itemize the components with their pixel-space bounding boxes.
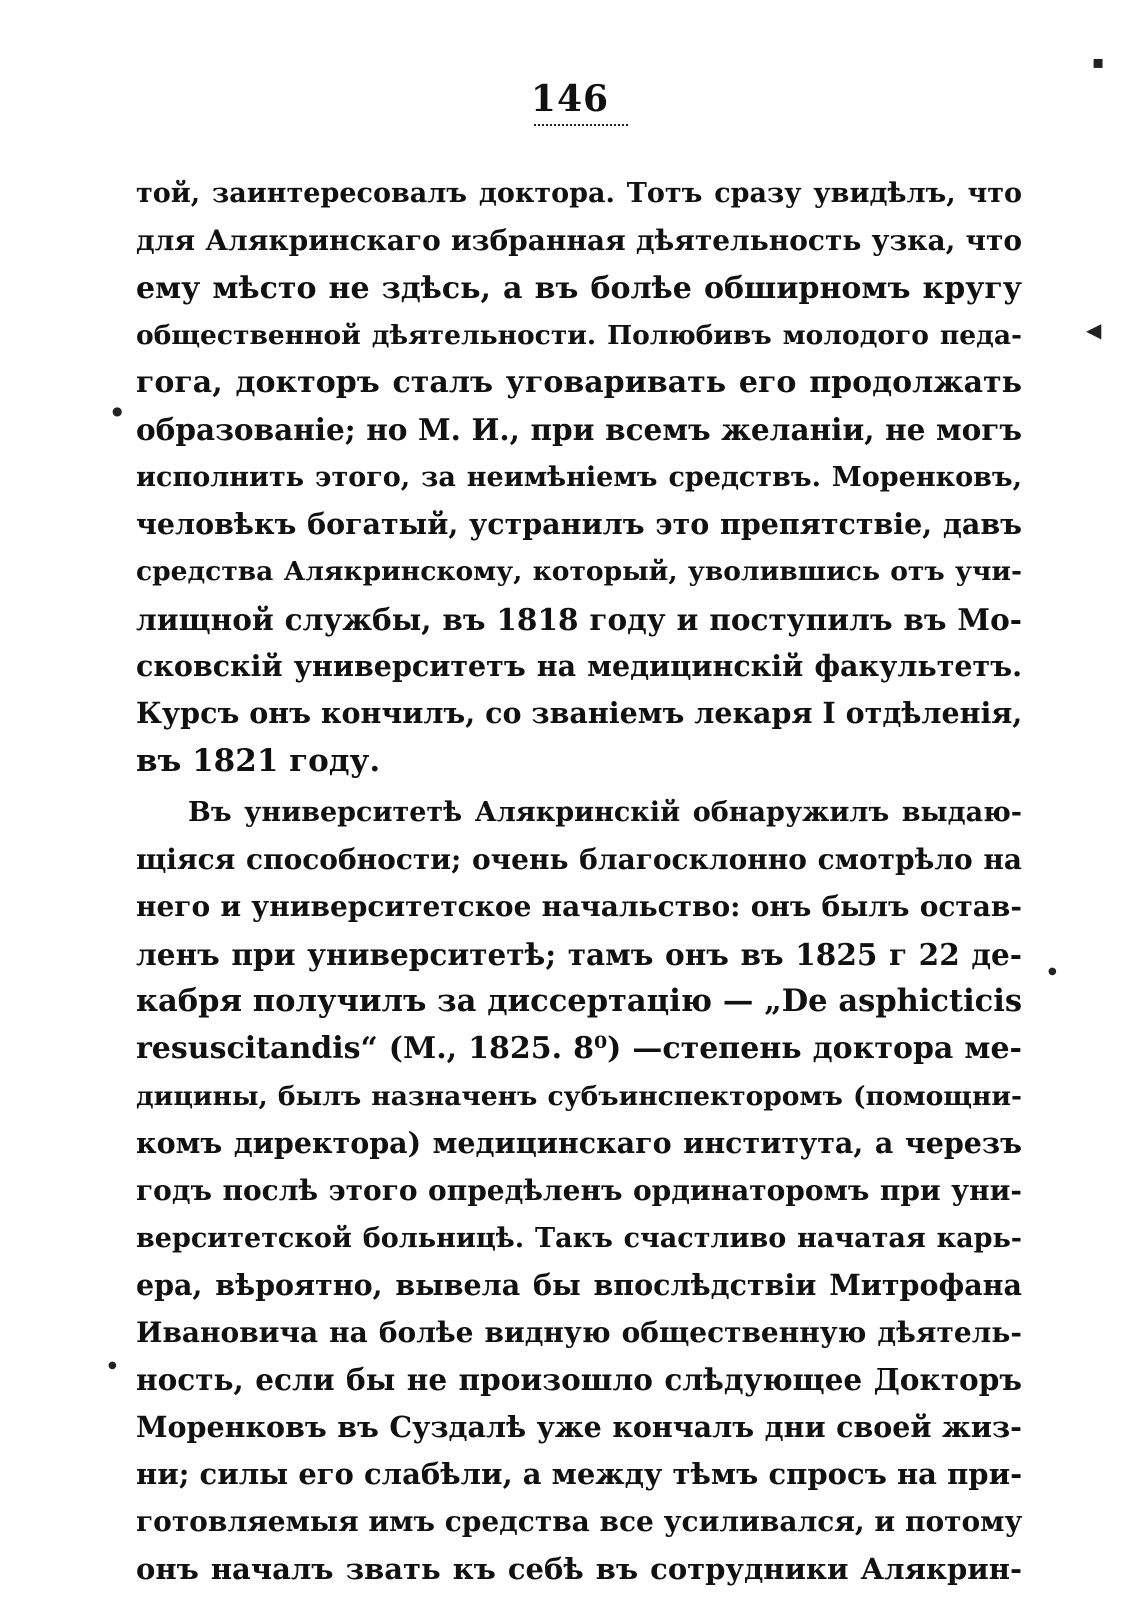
text-line: онъ началъ звать къ себѣ въ сотрудники Алякрин- [136, 1551, 1022, 1586]
text-line: въ 1821 году. [136, 742, 381, 779]
scan-speck: ● [112, 404, 123, 418]
text-line: той, заинтересовалъ доктора. Тотъ сразу увидѣлъ, что [136, 178, 1022, 209]
page-number-rule [534, 124, 628, 126]
text-line: человѣкъ богатый, устранилъ это препятствіе, давъ [136, 507, 1022, 542]
text-line: гога, докторъ сталъ уговаривать его продолжать [136, 365, 1022, 401]
page-number: 146 [530, 78, 610, 120]
text-line: resuscitandis“ (М., 1825. 8⁰) —степень доктора ме- [136, 1031, 1022, 1067]
paragraph-2 [136, 789, 1022, 1593]
text-line: Ивановича на болѣе видную общественную дѣятель- [136, 1316, 1022, 1350]
paragraph-1 [136, 170, 1022, 785]
text-line: кабря получилъ за диссертацію — „De asphicticis [136, 983, 1022, 1020]
scan-speck: ● [1048, 966, 1057, 977]
text-line: Въ университетѣ Алякринскій обнаружилъ выдаю- [188, 796, 1022, 828]
text-line: ленъ при университетѣ; тамъ онъ въ 1825 г 22 де- [136, 936, 1022, 972]
text-line: ера, вѣроятно, вывела бы впослѣдствіи Митрофана [136, 1267, 1022, 1302]
body-text [136, 170, 1022, 1593]
text-line: комъ директора) медицинскаго института, а черезъ [136, 1125, 1022, 1160]
text-line: лищной службы, въ 1818 году и поступилъ въ Мо- [136, 601, 1022, 637]
text-line: готовляемыя имъ средства все усиливался, и потому [136, 1505, 1022, 1539]
text-line: сковскій университетъ на медицинскій факультетъ. [136, 648, 1022, 683]
text-line: Курсъ онъ кончилъ, со званіемъ лекаря I отдѣленія, [136, 696, 1022, 731]
text-line: верситетской больницѣ. Такъ счастливо начатая карь- [136, 1222, 1022, 1254]
text-line: годъ послѣ этого опредѣленъ ординаторомъ при уни- [136, 1174, 1022, 1208]
text-line: общественной дѣятельности. Полюбивъ молодого педа- [136, 319, 1022, 351]
scan-speck: ▪ [1092, 52, 1105, 73]
text-line: Моренковъ въ Суздалѣ уже кончалъ дни своей жиз- [136, 1409, 1022, 1444]
text-line: ность, если бы не произошло слѣдующее Докторъ [136, 1362, 1022, 1398]
text-line: для Алякринскаго избранная дѣятельность узка, что [136, 224, 1022, 258]
text-line: него и университетское начальство: онъ былъ остав- [136, 890, 1022, 924]
text-line: средства Алякринскому, который, уволившись отъ учи- [136, 556, 1022, 588]
text-line: образованіе; но М. И., при всемъ желаніи, не могъ [136, 412, 1022, 448]
margin-arrow-icon: ◀ [1086, 318, 1102, 342]
text-line: дицины, былъ назначенъ субъинспекторомъ (помощни- [136, 1080, 1022, 1112]
text-line: щіяся способности; очень благосклонно смотрѣло на [136, 843, 1022, 877]
text-line: ни; силы его слабѣли, а между тѣмъ спросъ на при- [136, 1457, 1022, 1492]
text-line: ему мѣсто не здѣсь, а въ болѣе обширномъ кругу [136, 270, 1022, 306]
text-line: исполнить этого, за неимѣніемъ средствъ. Моренковъ, [136, 461, 1022, 493]
scan-speck: ● [108, 1360, 117, 1371]
